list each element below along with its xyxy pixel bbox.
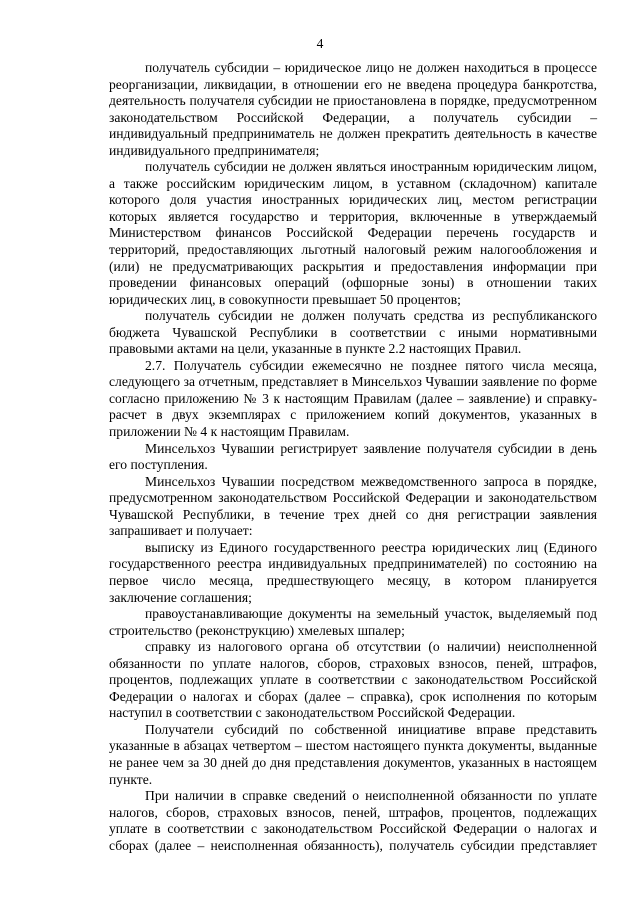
paragraph-unfulfilled-obligation: При наличии в справке сведений о неисполненной обязанности по уплате налогов, сборов, страховых взносов, пеней, штрафов, процентов, подлежащих уплате в соответствии с законодательством Российской Федерации о налогах и сборах (далее – неисполненная обязанность), получатель субсидии представляет	[109, 788, 597, 853]
paragraph-registry-extract: выписку из Единого государственного реестра юридических лиц (Единого государственного реестра индивидуальных предпринимателей) по состоянию на первое число месяца, предшествующего месяцу, в котором планируется заключение соглашения;	[109, 539, 597, 605]
paragraph-registration: Минсельхоз Чувашии регистрирует заявление получателя субсидии в день его поступления.	[109, 440, 597, 473]
paragraph-clause-2-7: 2.7. Получатель субсидии ежемесячно не позднее пятого числа месяца, следующего за отчетным, представляет в Минсельхоз Чувашии заявление по форме согласно приложению № 3 к настоящим Правилам (далее – заявление) и справку-расчет в двух экземплярах с приложением копий документов, указанных в приложении № 4 к настоящим Правилам.	[109, 357, 597, 440]
paragraph-tax-certificate: справку из налогового органа об отсутствии (о наличии) неисполненной обязанности по уплате налогов, сборов, страховых взносов, пеней, штрафов, процентов, подлежащих уплате в соответствии с законодательством Российской Федерации о налогах и сборах (далее – справка), срок исполнения по которым наступил в соответствии с законодательством Российской Федерации.	[109, 639, 597, 721]
paragraph-interagency-request: Минсельхоз Чувашии посредством межведомственного запроса в порядке, предусмотренном законодательством Российской Федерации и законодательством Чувашской Республики, в течение трех дней со дня регистрации заявления запрашивает и получает:	[109, 473, 597, 539]
paragraph-budget-funds-requirement: получатель субсидии не должен получать средства из республиканского бюджета Чувашской Республики в соответствии с иными нормативными правовыми актами на цели, указанные в пункте 2.2 настоящих Правил.	[109, 308, 597, 357]
paragraph-foreign-entity-requirement: получатель субсидии не должен являться иностранным юридическим лицом, а также российским юридическим лицом, в уставном (складочном) капитале которого доля участия иностранных юридических лиц, местом регистрации которых является государство и территория, включенные в утверждаемый Министерством финансов Российской Федерации перечень государств и территорий, предоставляющих льготный налоговый режим налогообложения и (или) не предусматривающих раскрытия и предоставления информации при проведении финансовых операций (офшорные зоны) в отношении таких юридических лиц, в совокупности превышает 50 процентов;	[109, 159, 597, 307]
paragraph-land-documents: правоустанавливающие документы на земельный участок, выделяемый под строительство (реконструкцию) хмелевых шпалер;	[109, 606, 597, 638]
page-number: 4	[316, 36, 324, 51]
body-text	[109, 60, 597, 854]
paragraph-own-initiative: Получатели субсидий по собственной инициативе вправе представить указанные в абзацах четвертом – шестом настоящего пункта документы, выданные не ранее чем за 30 дней до дня представления документов, указанных в настоящем пункте.	[109, 721, 597, 787]
paragraph-reorganization-requirement: получатель субсидии – юридическое лицо не должен находиться в процессе реорганизации, ликвидации, в отношении его не введена процедура банкротства, деятельность получателя субсидии не приостановлена в порядке, предусмотренном законодательством Российской Федерации, а получатель субсидии – индивидуальный предприниматель не должен прекратить деятельность в качестве индивидуального предпринимателя;	[109, 60, 597, 158]
